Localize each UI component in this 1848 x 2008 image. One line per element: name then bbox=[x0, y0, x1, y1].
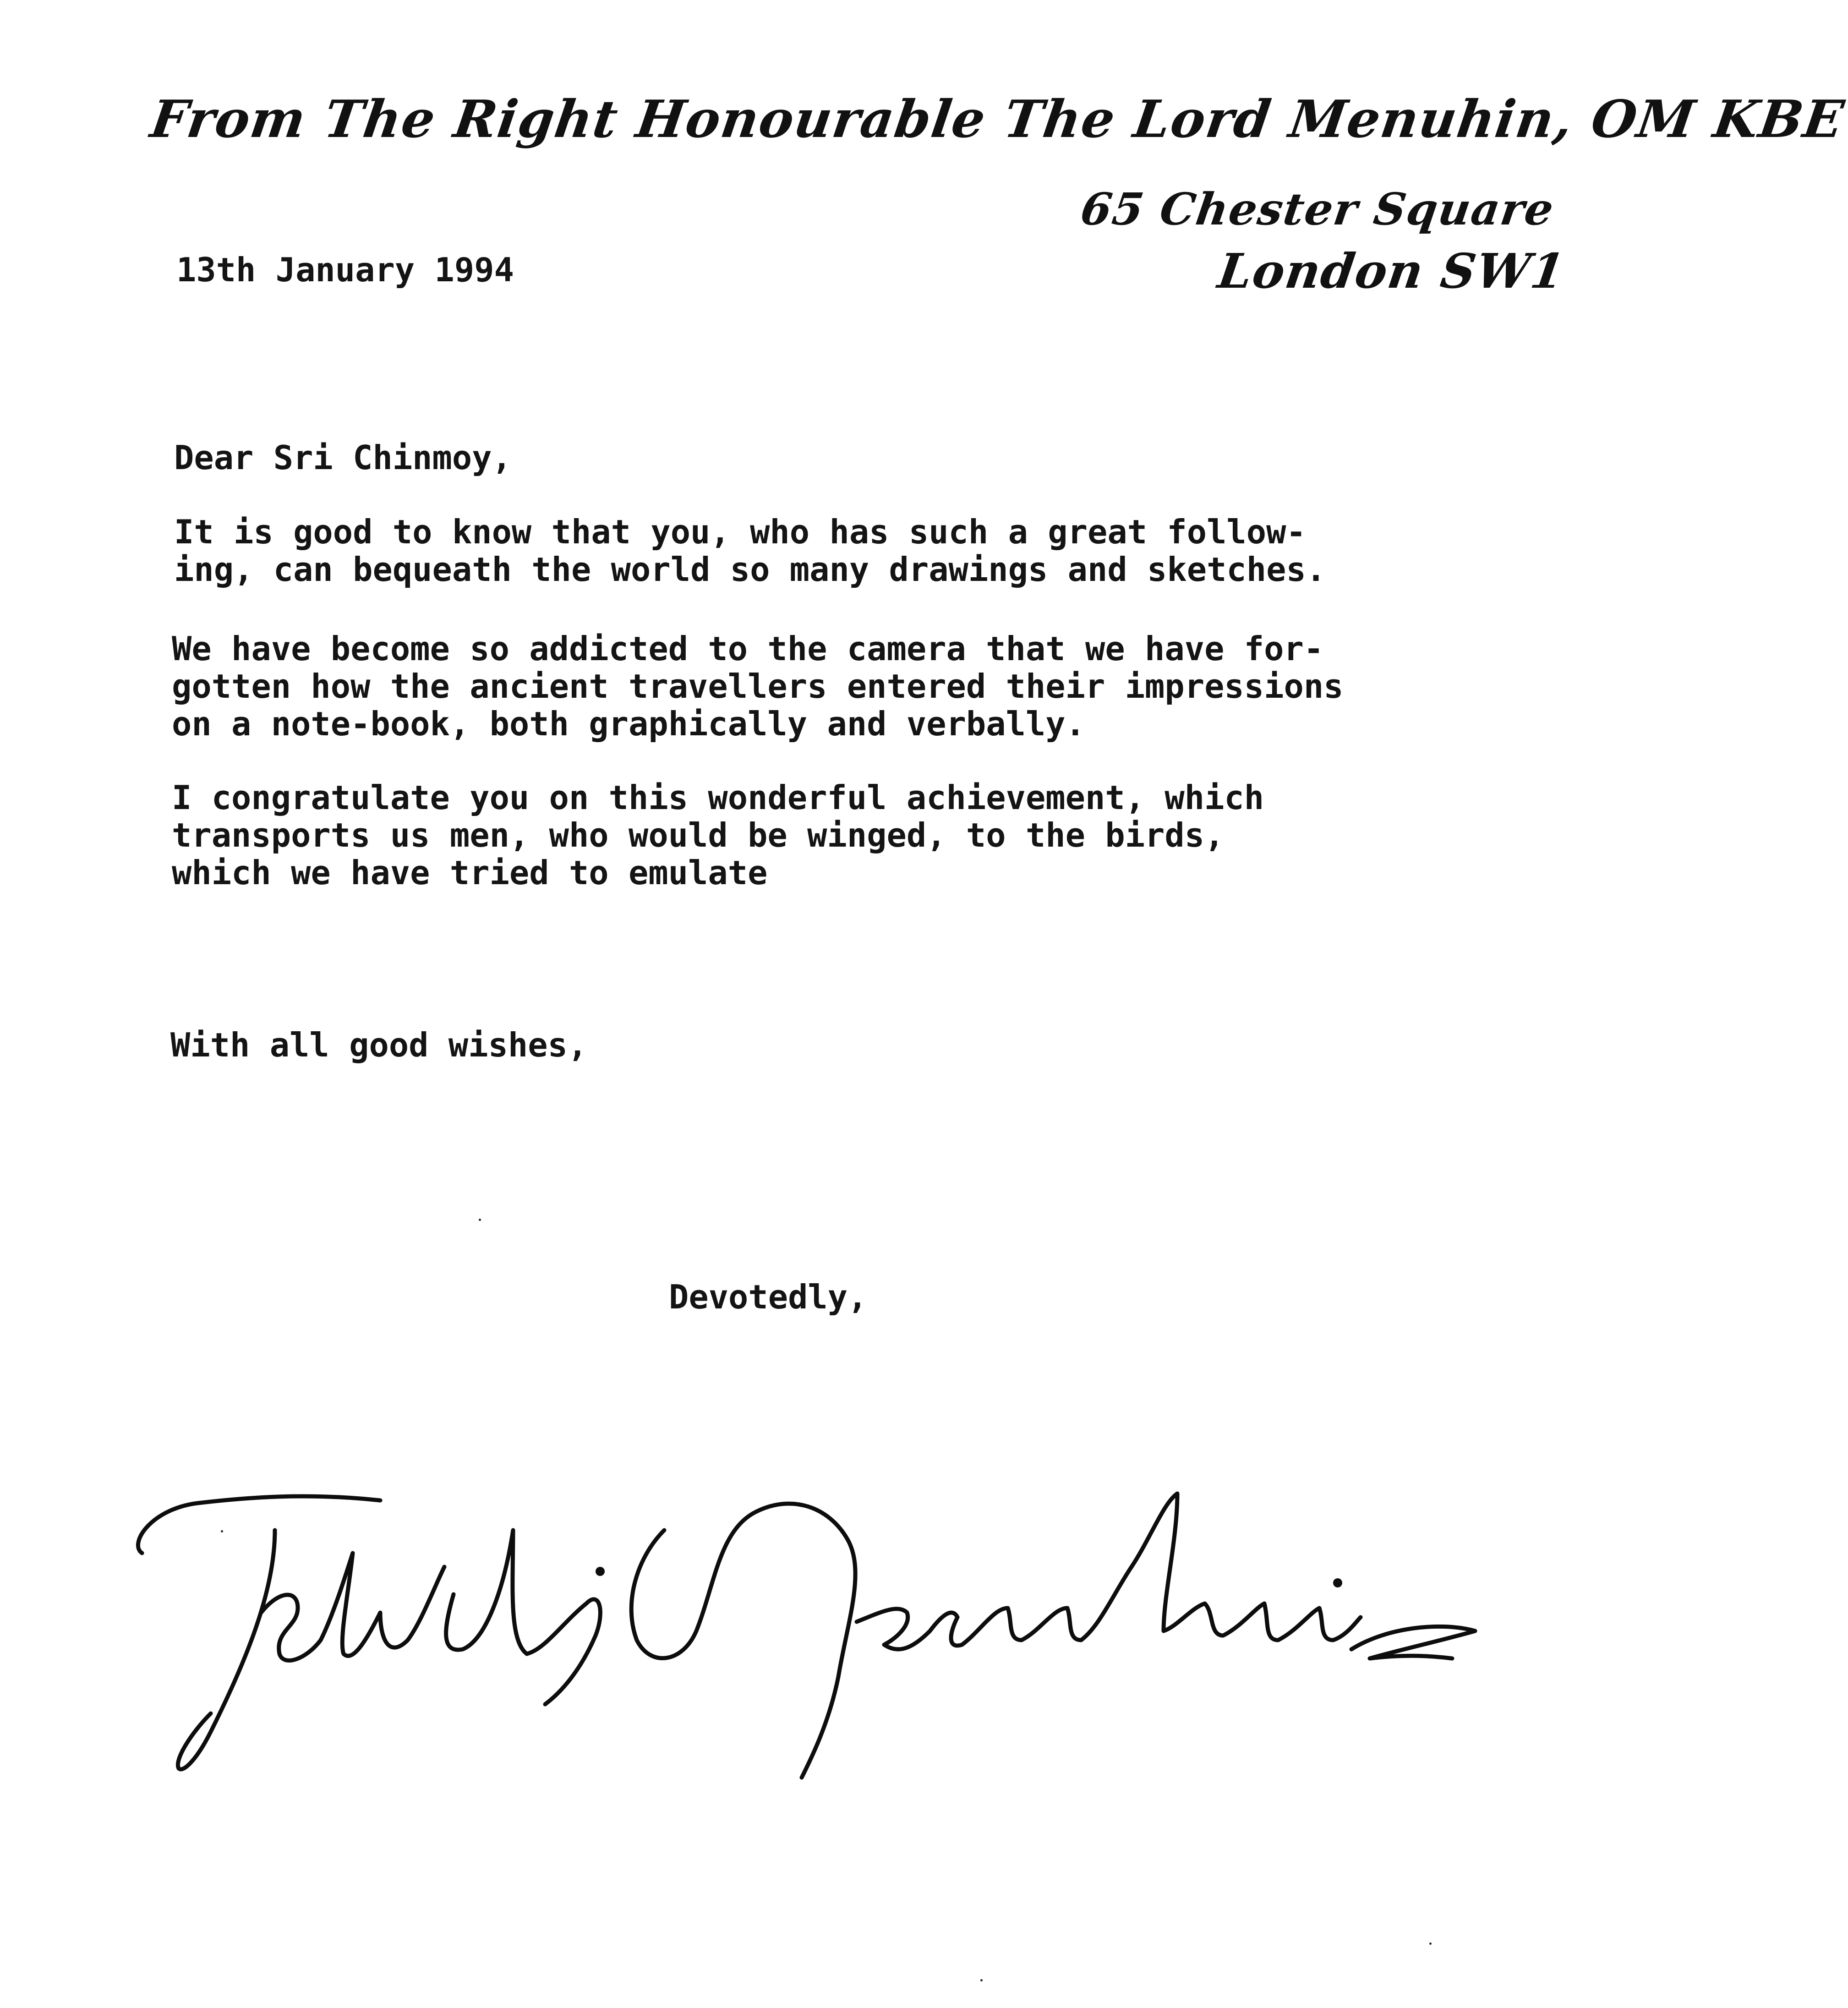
signature-stroke-i bbox=[527, 1599, 600, 1704]
letter-paragraph-2: We have become so addicted to the camera that we have for- gotten how the ancient travellers entered their impressions on a note-book, both graphically and verbally. bbox=[172, 629, 1344, 743]
letterhead-from-line: From The Right Honourable The Lord Menuhin, OM KBE bbox=[147, 89, 1848, 149]
signature-stroke-enuhin bbox=[857, 1494, 1361, 1649]
signature-stroke-ehud bbox=[261, 1530, 527, 1660]
paper-speck bbox=[1429, 1942, 1432, 1945]
paper-speck bbox=[479, 1219, 481, 1221]
letter-closing: Devotedly, bbox=[669, 1278, 868, 1316]
signature-stroke-m bbox=[631, 1504, 855, 1778]
letter-wishes: With all good wishes, bbox=[170, 1026, 588, 1064]
handwritten-signature bbox=[124, 1475, 1489, 1796]
letter-date: 13th January 1994 bbox=[176, 251, 514, 289]
letterhead-address-city: London SW1 bbox=[1214, 243, 1569, 299]
letter-paragraph-1: It is good to know that you, who has such a great follow- ing, can bequeath the world so many drawings and sketches. bbox=[174, 513, 1326, 589]
signature-strokes bbox=[138, 1494, 1475, 1778]
letter-salutation: Dear Sri Chinmoy, bbox=[174, 438, 512, 477]
letter-paragraph-3: I congratulate you on this wonderful achievement, which transports us men, who would be winged, to the birds, which we have tried to emulate bbox=[172, 778, 1264, 892]
paper-speck bbox=[221, 1530, 223, 1532]
signature-stroke-underline bbox=[1351, 1626, 1475, 1658]
paper-speck bbox=[980, 1979, 983, 1981]
signature-i-dots bbox=[596, 1567, 1342, 1587]
letterhead-address-street: 65 Chester Square bbox=[1077, 183, 1558, 235]
